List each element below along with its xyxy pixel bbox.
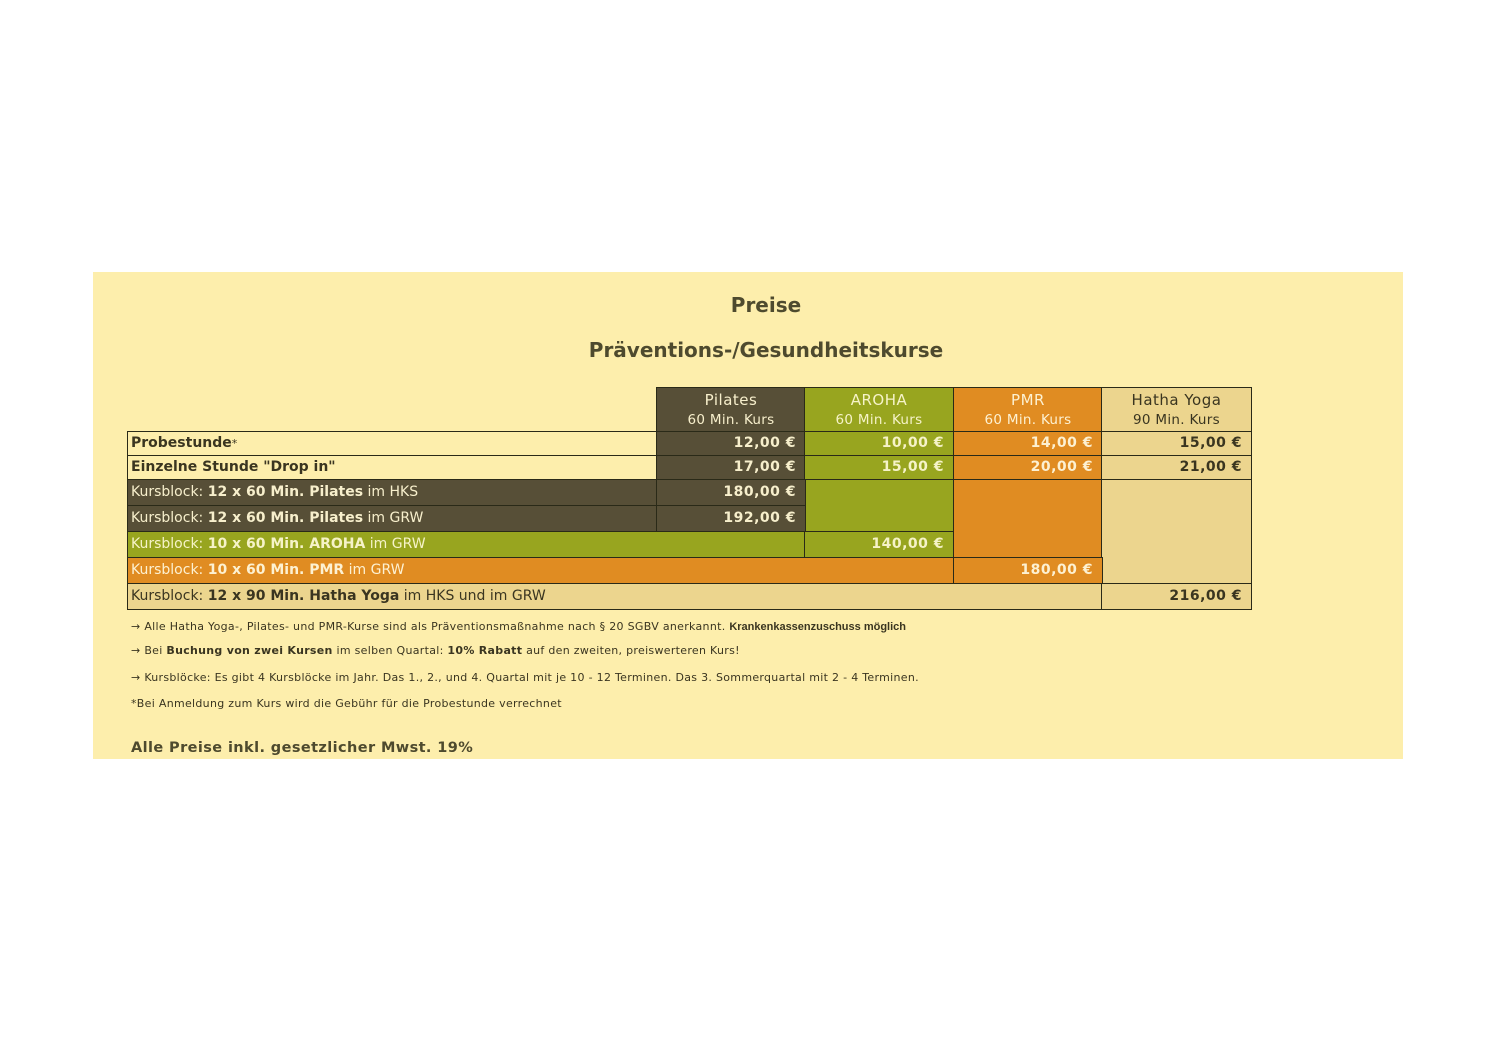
pilates-hks-bold: 12 x 60 Min. Pilates — [207, 484, 364, 500]
price-pmr-grw: 180,00 € — [953, 557, 1103, 584]
price-probestunde-yoga: 15,00 € — [1101, 431, 1252, 456]
header-aroha-duration: 60 Min. Kurs — [835, 412, 923, 428]
price-dropin-pmr: 20,00 € — [953, 455, 1103, 480]
note2-post: auf den zweiten, preiswerteren Kurs! — [522, 644, 740, 657]
header-aroha — [804, 387, 954, 432]
pilates-grw-post: im GRW — [363, 510, 424, 526]
header-yoga-duration: 90 Min. Kurs — [1133, 412, 1220, 428]
yoga-post: im HKS und im GRW — [399, 588, 546, 604]
row-label-dropin: Einzelne Stunde "Drop in" — [127, 455, 658, 480]
pilates-hks-pre: Kursblock: — [131, 484, 208, 500]
page-title: Preise — [730, 293, 802, 317]
note-kursbloecke: → Kursblöcke: Es gibt 4 Kursblöcke im Jahr. Das 1., 2., und 4. Quartal mit je 10 - 12 Terminen. Das 3. Sommerquartal mit 2 - 4 Terminen. — [131, 671, 919, 684]
header-pilates — [656, 387, 806, 432]
price-probestunde-pilates: 12,00 € — [656, 431, 806, 456]
yoga-filler — [1101, 479, 1252, 584]
note-rabatt — [131, 644, 740, 657]
header-yoga-name: Hatha Yoga — [1131, 391, 1222, 409]
probestunde-text: Probestunde — [131, 435, 232, 451]
footer-mwst: Alle Preise inkl. gesetzlicher Mwst. 19% — [131, 740, 474, 756]
price-pilates-grw: 192,00 € — [656, 505, 806, 532]
row-label-hatha-yoga — [127, 583, 1103, 610]
aroha-filler — [804, 479, 954, 532]
probestunde-asterisk: * — [231, 437, 238, 450]
row-label-pilates-grw — [127, 505, 658, 532]
pmr-grw-pre: Kursblock: — [131, 562, 208, 578]
price-dropin-yoga: 21,00 € — [1101, 455, 1252, 480]
header-pmr-name: PMR — [1011, 391, 1045, 409]
row-label-aroha-grw — [127, 531, 806, 558]
header-pmr-duration: 60 Min. Kurs — [984, 412, 1072, 428]
pmr-grw-post: im GRW — [344, 562, 405, 578]
aroha-grw-bold: 10 x 60 Min. AROHA — [207, 536, 366, 552]
row-label-pilates-hks — [127, 479, 658, 506]
pilates-hks-post: im HKS — [363, 484, 419, 500]
price-panel — [93, 272, 1403, 759]
header-pmr — [953, 387, 1103, 432]
yoga-bold: 12 x 90 Min. Hatha Yoga — [207, 588, 400, 604]
page-subtitle: Präventions-/Gesundheitskurse — [588, 338, 944, 362]
pmr-filler — [953, 479, 1103, 558]
row-label-pmr-grw — [127, 557, 954, 584]
note-praevention — [131, 620, 906, 633]
price-probestunde-aroha: 10,00 € — [804, 431, 954, 456]
pmr-grw-bold: 10 x 60 Min. PMR — [207, 562, 345, 578]
header-pilates-duration: 60 Min. Kurs — [687, 412, 775, 428]
price-probestunde-pmr: 14,00 € — [953, 431, 1103, 456]
aroha-grw-post: im GRW — [365, 536, 426, 552]
note2-bold1: Buchung von zwei Kursen — [166, 644, 333, 657]
header-pilates-name: Pilates — [704, 391, 758, 409]
row-label-probestunde — [127, 431, 658, 456]
note2-mid: im selben Quartal: — [332, 644, 448, 657]
note1-text: → Alle Hatha Yoga-, Pilates- und PMR-Kurse sind als Präventionsmaßnahme nach § 20 SGBV anerkannt. — [131, 620, 730, 633]
note2-pre: → Bei — [131, 644, 167, 657]
price-pilates-hks: 180,00 € — [656, 479, 806, 506]
price-hatha-yoga: 216,00 € — [1101, 583, 1252, 610]
note-probestunde: *Bei Anmeldung zum Kurs wird die Gebühr für die Probestunde verrechnet — [131, 697, 562, 710]
pilates-grw-bold: 12 x 60 Min. Pilates — [207, 510, 364, 526]
yoga-pre: Kursblock: — [131, 588, 208, 604]
pilates-grw-pre: Kursblock: — [131, 510, 208, 526]
aroha-grw-pre: Kursblock: — [131, 536, 208, 552]
price-dropin-aroha: 15,00 € — [804, 455, 954, 480]
price-dropin-pilates: 17,00 € — [656, 455, 806, 480]
note1-bold: Krankenkassenzuschuss möglich — [729, 621, 906, 633]
note2-bold2: 10% Rabatt — [447, 644, 523, 657]
price-aroha-grw: 140,00 € — [804, 531, 954, 558]
header-hatha-yoga — [1101, 387, 1252, 432]
header-aroha-name: AROHA — [850, 391, 908, 409]
